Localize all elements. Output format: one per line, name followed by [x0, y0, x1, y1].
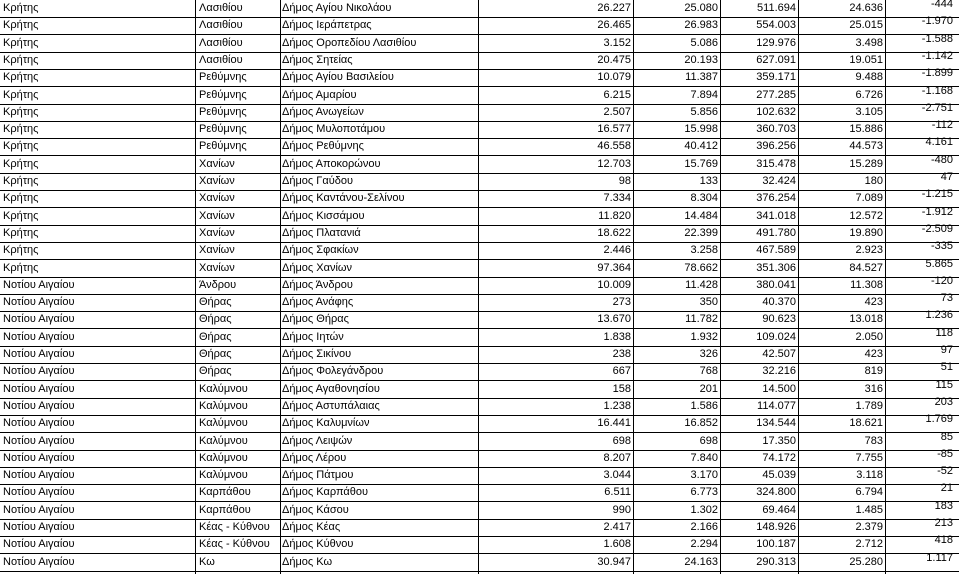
table-row: [0, 447, 959, 468]
cell-value-1: 6.511: [604, 486, 631, 499]
table-row: [0, 551, 959, 572]
cell-municipality: Δήμος Σικίνου: [282, 348, 352, 360]
cell-municipality: Δήμος Σητείας: [282, 53, 353, 66]
table-row: [0, 173, 959, 191]
cell-municipality: Δήμος Κύθνου: [282, 538, 354, 551]
cell-value-4: 6.794: [855, 486, 883, 499]
table-row: [0, 536, 959, 554]
cell-value-1: 990: [612, 503, 631, 516]
table-row: [0, 484, 959, 502]
cell-difference: 115: [935, 378, 953, 391]
cell-regional-unit: Κέας - Κύθνου: [199, 521, 270, 533]
cell-difference: 418: [934, 534, 953, 547]
cell-value-1: 97.364: [597, 261, 631, 274]
cell-region: Νοτίου Αιγαίου: [3, 382, 75, 395]
cell-municipality: Δήμος Κάσου: [282, 503, 349, 516]
cell-value-4: 25.280: [849, 555, 883, 568]
cell-municipality: Δήμος Ρεθύμνης: [282, 140, 364, 153]
cell-regional-unit: Ρεθύμνης: [199, 105, 247, 118]
cell-regional-unit: Καλύμνου: [199, 434, 248, 447]
cell-value-4: 1.789: [855, 399, 883, 412]
cell-value-1: 16.441: [597, 417, 631, 430]
cell-value-2: 2.166: [690, 521, 718, 533]
cell-municipality: Δήμος Σφακίων: [282, 244, 359, 257]
cell-municipality: Δήμος Θήρας: [282, 313, 349, 326]
table-row: [0, 499, 959, 520]
cell-municipality: Δήμος Κω: [282, 555, 333, 568]
cell-value-2: 1.932: [690, 330, 718, 343]
cell-value-3: 360.703: [756, 123, 796, 136]
cell-value-1: 30.947: [597, 555, 631, 568]
cell-value-2: 1.586: [690, 399, 718, 412]
cell-value-3: 109.024: [756, 330, 796, 343]
cell-value-1: 46.558: [597, 140, 631, 153]
cell-municipality: Δήμος Πλατανιά: [282, 226, 361, 239]
cell-value-3: 45.039: [762, 469, 796, 482]
cell-regional-unit: Θήρας: [199, 296, 232, 309]
cell-region: Νοτίου Αιγαίου: [3, 555, 75, 568]
cell-regional-unit: Χανίων: [199, 261, 235, 274]
cell-region: Κρήτης: [3, 192, 39, 205]
cell-region: Κρήτης: [3, 209, 39, 222]
cell-value-4: 12.572: [849, 209, 883, 222]
cell-value-4: 180: [864, 175, 883, 187]
cell-value-2: 3.258: [690, 244, 718, 257]
cell-regional-unit: Καλύμνου: [199, 399, 248, 412]
cell-value-2: 15.998: [684, 123, 718, 136]
cell-value-3: 341.018: [756, 209, 796, 222]
cell-value-2: 6.773: [690, 486, 718, 499]
cell-value-4: 13.018: [849, 313, 883, 326]
cell-regional-unit: Θήρας: [199, 365, 232, 378]
cell-value-1: 11.820: [598, 209, 631, 222]
cell-regional-unit: Θήρας: [199, 348, 232, 360]
cell-municipality: Δήμος Αποκορώνου: [282, 157, 381, 170]
cell-region: Κρήτης: [3, 36, 39, 49]
cell-value-2: 3.170: [690, 469, 718, 482]
cell-municipality: Δήμος Μυλοποτάμου: [282, 123, 386, 136]
cell-value-3: 627.091: [756, 53, 796, 66]
cell-regional-unit: Καρπάθου: [199, 486, 251, 499]
cell-value-3: 396.256: [756, 140, 796, 153]
table-row: [0, 222, 959, 243]
cell-difference: 1.769: [925, 413, 953, 426]
cell-regional-unit: Λασιθίου: [199, 2, 243, 14]
cell-value-1: 2.417: [603, 521, 631, 533]
cell-value-2: 11.428: [685, 278, 718, 291]
cell-value-4: 25.015: [849, 19, 883, 32]
cell-value-3: 324.800: [756, 486, 796, 499]
cell-value-3: 511.694: [757, 2, 796, 14]
cell-difference: -1.168: [921, 84, 953, 97]
cell-value-3: 376.254: [756, 192, 796, 205]
cell-value-3: 359.171: [756, 71, 796, 84]
cell-difference: 85: [940, 430, 953, 443]
cell-regional-unit: Θήρας: [199, 330, 232, 343]
cell-value-3: 129.976: [756, 36, 796, 49]
cell-regional-unit: Λασιθίου: [199, 36, 243, 49]
cell-value-3: 467.589: [756, 244, 796, 257]
cell-value-4: 44.573: [849, 140, 883, 153]
cell-value-2: 7.840: [690, 451, 718, 464]
cell-municipality: Δήμος Γαύδου: [282, 175, 353, 187]
cell-regional-unit: Χανίων: [199, 157, 235, 170]
cell-value-1: 698: [612, 434, 631, 447]
cell-difference: -2.509: [921, 222, 953, 235]
table-row: [0, 311, 959, 329]
cell-municipality: Δήμος Καλυμνίων: [282, 417, 370, 430]
cell-difference: 47: [940, 171, 953, 183]
cell-difference: 1.117: [926, 551, 953, 564]
cell-difference: -1.142: [921, 49, 953, 62]
table-row: [0, 294, 959, 312]
table-row: [0, 257, 959, 278]
cell-value-1: 10.079: [597, 71, 631, 84]
cell-value-3: 148.926: [756, 521, 796, 533]
cell-difference: 97: [940, 344, 953, 356]
cell-value-1: 7.334: [603, 192, 631, 205]
cell-difference: -112: [931, 119, 953, 132]
cell-difference: -480: [930, 153, 953, 166]
cell-regional-unit: Ρεθύμνης: [199, 123, 247, 136]
cell-value-2: 22.399: [684, 226, 718, 239]
cell-value-4: 84.527: [849, 261, 883, 274]
cell-value-1: 16.577: [597, 123, 631, 136]
cell-value-4: 11.308: [850, 278, 883, 291]
cell-value-4: 19.890: [849, 226, 883, 239]
cell-region: Κρήτης: [3, 53, 39, 66]
cell-value-1: 2.507: [603, 105, 631, 118]
table-row: [0, 274, 959, 295]
cell-region: Κρήτης: [3, 19, 39, 32]
table-row: [0, 17, 959, 35]
cell-difference: 4.161: [925, 136, 953, 149]
cell-municipality: Δήμος Φολεγάνδρου: [282, 365, 384, 378]
cell-difference: -52: [937, 465, 953, 478]
table-row: [0, 430, 959, 451]
cell-value-2: 8.304: [690, 192, 718, 205]
cell-value-1: 12.703: [597, 157, 631, 170]
cell-value-2: 350: [699, 296, 718, 309]
cell-value-4: 1.485: [855, 503, 883, 516]
cell-region: Κρήτης: [3, 244, 39, 257]
cell-value-2: 11.782: [685, 313, 718, 326]
cell-value-4: 423: [864, 348, 883, 360]
cell-difference: 73: [940, 292, 953, 305]
cell-regional-unit: Κω: [199, 555, 215, 568]
cell-value-1: 3.152: [603, 36, 631, 49]
cell-value-2: 133: [699, 175, 718, 187]
cell-value-2: 16.852: [684, 417, 718, 430]
cell-value-4: 783: [864, 434, 883, 447]
table-row: [0, 415, 959, 433]
cell-municipality: Δήμος Αμαρίου: [282, 88, 357, 101]
table-row: [0, 121, 959, 139]
cell-value-1: 18.622: [597, 226, 631, 239]
cell-municipality: Δήμος Αγαθονησίου: [282, 382, 380, 395]
cell-municipality: Δήμος Καντάνου-Σελίνου: [282, 192, 405, 205]
cell-municipality: Δήμος Πάτμου: [282, 469, 354, 482]
cell-value-4: 7.089: [855, 192, 883, 205]
cell-regional-unit: Χανίων: [199, 192, 235, 205]
table-row: [0, 32, 959, 53]
cell-region: Κρήτης: [3, 175, 39, 187]
table-row: [0, 205, 959, 226]
cell-value-1: 1.838: [603, 330, 631, 343]
cell-regional-unit: Καλύμνου: [199, 382, 248, 395]
cell-value-4: 7.755: [855, 451, 883, 464]
table-row: [0, 346, 959, 364]
cell-value-1: 20.475: [597, 53, 631, 66]
cell-difference: 203: [934, 395, 953, 408]
cell-region: Νοτίου Αιγαίου: [3, 313, 75, 326]
cell-value-3: 380.041: [756, 278, 796, 291]
cell-value-3: 100.187: [756, 538, 796, 551]
cell-value-2: 78.662: [684, 261, 718, 274]
cell-difference: 51: [940, 361, 953, 374]
cell-value-2: 5.856: [690, 105, 718, 118]
cell-municipality: Δήμος Κισσάμου: [282, 209, 365, 222]
cell-value-4: 2.050: [855, 330, 883, 343]
cell-difference: -1.588: [921, 32, 953, 45]
cell-region: Νοτίου Αιγαίου: [3, 365, 75, 378]
cell-municipality: Δήμος Καρπάθου: [282, 486, 368, 499]
cell-value-3: 290.313: [756, 555, 796, 568]
cell-municipality: Δήμος Ιεράπετρας: [282, 19, 372, 32]
cell-value-3: 90.623: [762, 313, 796, 326]
cell-value-1: 8.207: [603, 451, 631, 464]
cell-difference: 21: [940, 482, 953, 495]
cell-value-1: 10.009: [597, 278, 631, 291]
cell-value-3: 277.285: [756, 88, 796, 101]
cell-regional-unit: Θήρας: [199, 313, 232, 326]
cell-region: Κρήτης: [3, 123, 39, 136]
cell-value-2: 2.294: [690, 538, 718, 551]
cell-regional-unit: Καλύμνου: [199, 451, 248, 464]
cell-value-4: 423: [864, 296, 883, 309]
cell-region: Νοτίου Αιγαίου: [3, 521, 75, 533]
table-row: [0, 395, 959, 416]
cell-difference: -335: [930, 240, 953, 253]
cell-value-1: 238: [612, 348, 631, 360]
cell-value-3: 17.350: [762, 434, 796, 447]
cell-region: Κρήτης: [3, 226, 39, 239]
cell-value-3: 42.507: [762, 348, 796, 360]
cell-difference: 5.865: [925, 257, 953, 270]
cell-value-3: 554.003: [756, 19, 796, 32]
cell-regional-unit: Λασιθίου: [199, 19, 243, 32]
cell-value-4: 2.923: [855, 244, 883, 257]
cell-value-4: 2.379: [855, 521, 883, 533]
cell-municipality: Δήμος Άνδρου: [282, 278, 353, 291]
cell-municipality: Δήμος Αγίου Βασιλείου: [282, 71, 394, 84]
cell-value-4: 3.118: [856, 469, 883, 482]
cell-value-3: 114.077: [757, 399, 796, 412]
cell-difference: 213: [934, 517, 953, 529]
cell-municipality: Δήμος Οροπεδίου Λασιθίου: [282, 36, 417, 49]
cell-region: Νοτίου Αιγαίου: [3, 469, 75, 482]
cell-regional-unit: Λασιθίου: [199, 53, 243, 66]
cell-value-3: 74.172: [762, 451, 796, 464]
cell-municipality: Δήμος Χανίων: [282, 261, 353, 274]
cell-region: Νοτίου Αιγαίου: [3, 503, 75, 516]
cell-value-1: 2.446: [603, 244, 631, 257]
table-row: [0, 101, 959, 122]
cell-value-1: 6.215: [603, 88, 631, 101]
table-row: [0, 326, 959, 347]
cell-difference: 118: [935, 326, 953, 339]
cell-region: Κρήτης: [3, 2, 39, 14]
row-divider: [0, 571, 959, 572]
cell-regional-unit: Ρεθύμνης: [199, 88, 247, 101]
cell-region: Νοτίου Αιγαίου: [3, 434, 75, 447]
cell-difference: -120: [930, 274, 953, 287]
cell-difference: -1.215: [921, 188, 953, 201]
cell-value-2: 14.484: [684, 209, 718, 222]
cell-value-3: 102.632: [756, 105, 796, 118]
cell-value-1: 667: [612, 365, 631, 378]
cell-region: Νοτίου Αιγαίου: [3, 538, 75, 551]
cell-value-3: 32.424: [762, 175, 796, 187]
cell-value-2: 5.086: [690, 36, 718, 49]
table-row: [0, 153, 959, 174]
cell-value-3: 351.306: [756, 261, 796, 274]
cell-regional-unit: Ρεθύμνης: [199, 71, 247, 84]
cell-difference: 1.236: [925, 309, 953, 322]
cell-value-4: 15.289: [849, 157, 883, 170]
cell-region: Νοτίου Αιγαίου: [3, 278, 75, 291]
cell-value-3: 32.216: [762, 365, 796, 378]
cell-value-3: 14.500: [762, 382, 796, 395]
cell-value-2: 201: [699, 382, 718, 395]
cell-region: Νοτίου Αιγαίου: [3, 330, 75, 343]
cell-municipality: Δήμος Αστυπάλαιας: [282, 399, 380, 412]
cell-value-2: 20.193: [684, 53, 718, 66]
cell-value-2: 40.412: [684, 140, 718, 153]
cell-value-4: 6.726: [855, 88, 883, 101]
cell-difference: -444: [930, 0, 953, 10]
cell-value-2: 25.080: [684, 2, 718, 14]
cell-value-2: 26.983: [684, 19, 718, 32]
cell-region: Νοτίου Αιγαίου: [3, 486, 75, 499]
cell-region: Κρήτης: [3, 71, 39, 84]
cell-difference: -85: [937, 447, 953, 460]
cell-value-2: 1.302: [690, 503, 718, 516]
cell-difference: -1.970: [921, 15, 953, 28]
cell-municipality: Δήμος Αγίου Νικολάου: [282, 2, 392, 14]
cell-region: Κρήτης: [3, 261, 39, 274]
cell-value-1: 1.238: [603, 399, 631, 412]
table-row: [0, 49, 959, 70]
cell-region: Νοτίου Αιγαίου: [3, 348, 75, 360]
table-row: [0, 467, 959, 485]
cell-regional-unit: Ρεθύμνης: [199, 140, 247, 153]
cell-value-4: 819: [864, 365, 883, 378]
cell-value-4: 15.886: [849, 123, 883, 136]
cell-municipality: Δήμος Ανάφης: [282, 296, 354, 309]
table-row: [0, 363, 959, 381]
cell-municipality: Δήμος Ιητών: [282, 330, 344, 343]
cell-municipality: Δήμος Λέρου: [282, 451, 347, 464]
cell-regional-unit: Καλύμνου: [199, 469, 248, 482]
cell-region: Κρήτης: [3, 140, 39, 153]
cell-regional-unit: Καλύμνου: [199, 417, 248, 430]
cell-value-2: 24.163: [684, 555, 718, 568]
cell-regional-unit: Χανίων: [199, 175, 235, 187]
table-row: [0, 519, 959, 537]
cell-value-1: 3.044: [603, 469, 631, 482]
cell-value-4: 18.621: [849, 417, 883, 430]
table-row: [0, 190, 959, 208]
cell-difference: -1.899: [921, 67, 953, 80]
cell-region: Κρήτης: [3, 157, 39, 170]
cell-value-4: 3.498: [855, 36, 883, 49]
cell-region: Νοτίου Αιγαίου: [3, 451, 75, 464]
cell-value-2: 11.387: [685, 71, 718, 84]
cell-value-3: 69.464: [762, 503, 796, 516]
cell-difference: -2.751: [921, 101, 953, 114]
cell-difference: 183: [934, 499, 953, 512]
cell-value-1: 273: [612, 296, 631, 309]
table-row: [0, 84, 959, 105]
cell-value-1: 158: [612, 382, 631, 395]
table-row: [0, 0, 959, 18]
cell-value-4: 9.488: [855, 71, 883, 84]
cell-value-4: 2.712: [855, 538, 883, 551]
cell-region: Νοτίου Αιγαίου: [3, 399, 75, 412]
cell-region: Νοτίου Αιγαίου: [3, 417, 75, 430]
table-row: [0, 138, 959, 156]
table-row: [0, 378, 959, 399]
cell-regional-unit: Άνδρου: [199, 278, 237, 291]
table-row: [0, 69, 959, 87]
cell-value-3: 315.478: [756, 157, 796, 170]
cell-value-3: 40.370: [762, 296, 796, 309]
cell-value-4: 24.636: [849, 2, 883, 14]
cell-value-2: 7.894: [690, 88, 718, 101]
cell-regional-unit: Κέας - Κύθνου: [199, 538, 270, 551]
cell-value-4: 3.105: [855, 105, 883, 118]
cell-municipality: Δήμος Κέας: [282, 521, 341, 533]
cell-value-1: 26.227: [597, 2, 631, 14]
cell-regional-unit: Χανίων: [199, 244, 235, 257]
cell-region: Κρήτης: [3, 88, 39, 101]
cell-region: Κρήτης: [3, 105, 39, 118]
cell-value-2: 698: [699, 434, 718, 447]
cell-value-1: 1.608: [603, 538, 631, 551]
cell-value-3: 491.780: [756, 226, 796, 239]
cell-value-4: 316: [864, 382, 883, 395]
cell-value-1: 98: [618, 175, 631, 187]
cell-regional-unit: Καρπάθου: [199, 503, 251, 516]
cell-regional-unit: Χανίων: [199, 209, 235, 222]
cell-municipality: Δήμος Ανωγείων: [282, 105, 364, 118]
cell-value-2: 15.769: [684, 157, 718, 170]
table-row: [0, 242, 959, 260]
cell-regional-unit: Χανίων: [199, 226, 235, 239]
cell-value-3: 134.544: [756, 417, 796, 430]
cell-value-4: 19.051: [849, 53, 883, 66]
cell-municipality: Δήμος Λειψών: [282, 434, 353, 447]
cell-value-1: 26.465: [597, 19, 631, 32]
cell-difference: -1.912: [921, 205, 953, 218]
cell-region: Νοτίου Αιγαίου: [3, 296, 75, 309]
cell-value-1: 13.670: [597, 313, 631, 326]
cell-value-2: 326: [699, 348, 718, 360]
cell-value-2: 768: [699, 365, 718, 378]
